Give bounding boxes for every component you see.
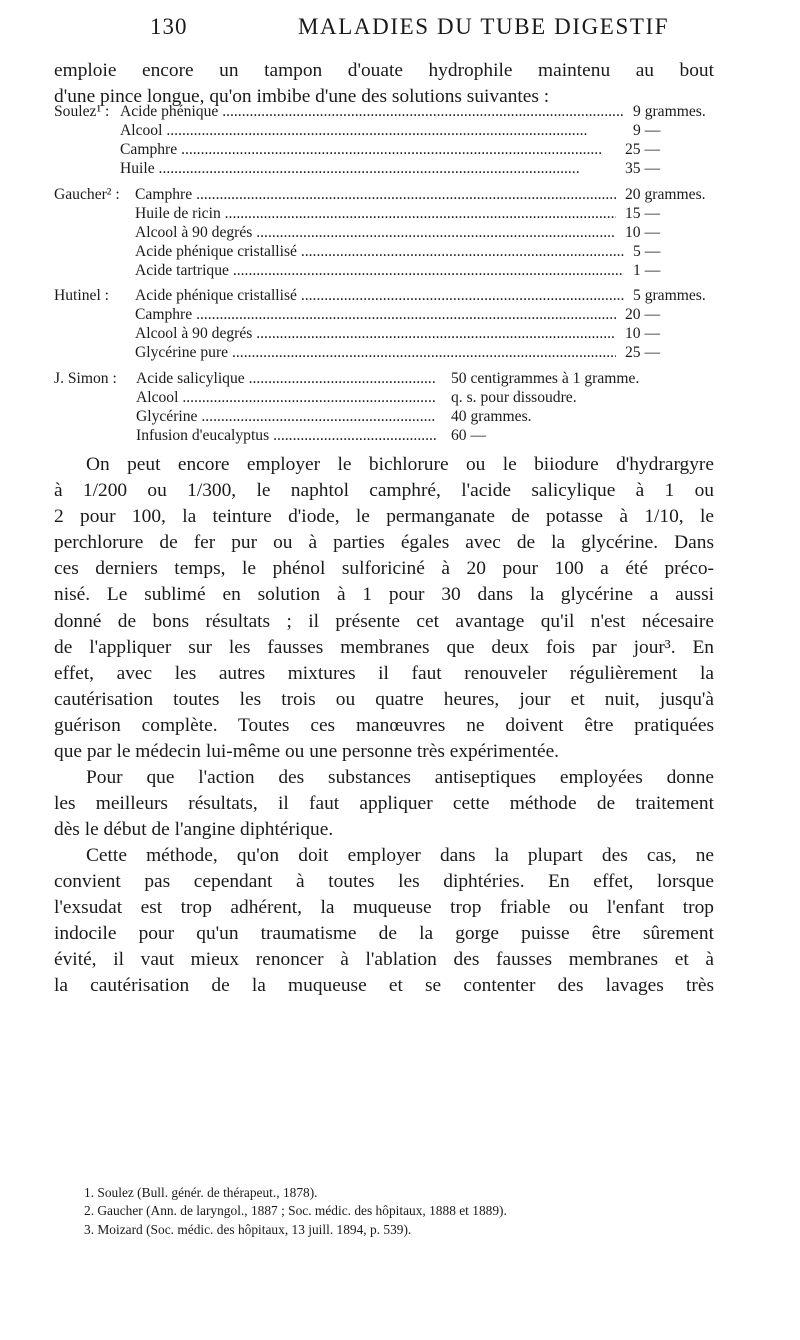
- running-title: MALADIES DU TUBE DIGESTIF: [298, 14, 670, 39]
- text-line: perchlorure de fer pur ou à parties égales avec de la glycérine. Dans: [54, 532, 714, 554]
- text-line: guérison complète. Toutes ces manœuvres ne doivent être pratiquées: [54, 714, 714, 736]
- footnotes: [84, 1184, 724, 1239]
- text-line: 2 pour 100, la teinture d'iode, le permanganate de potasse à 1/10, le: [54, 506, 714, 528]
- quantity: 9 —: [633, 122, 661, 139]
- ingredient: Acide salicylique .....: [136, 370, 436, 388]
- text-line: l'exsudat est trop adhérent, la muqueuse trop friable ou l'enfant trop: [54, 897, 714, 919]
- quantity: 25 —: [625, 344, 661, 361]
- page-header: [150, 14, 710, 44]
- text-line: à 1/200 ou 1/300, le naphtol camphré, l'acide salicylique à 1 ou: [54, 480, 714, 502]
- text-line: convient pas cependant à toutes les diphtéries. En effet, lorsque: [54, 871, 714, 893]
- ingredient: Glycérine pure .....: [135, 344, 616, 362]
- page-number: 130: [150, 14, 188, 39]
- quantity: 50 centigrammes à 1 gramme.: [451, 370, 640, 387]
- ingredient: Infusion d'eucalyptus .....: [136, 427, 436, 445]
- quantity: 60 —: [451, 427, 487, 444]
- quantity: 5 grammes.: [633, 287, 706, 304]
- ingredient: Huile de ricin .....: [135, 205, 616, 223]
- quantity: 10 —: [625, 325, 661, 342]
- text-line: nisé. Le sublimé en solution à 1 pour 30 dans la glycérine a aussi: [54, 584, 714, 606]
- text-line: donné de bons résultats ; il présente cet avantage qu'il n'est nécesaire: [54, 610, 714, 632]
- text-line: que par le médecin lui-même ou une personne très expérimentée.: [54, 741, 560, 763]
- text-line: la cautérisation de la muqueuse et se contenter des lavages très: [54, 975, 714, 997]
- text-line: évité, il vaut mieux renoncer à l'ablation des fausses membranes et à: [54, 949, 714, 971]
- ingredient: Acide tartrique .....: [135, 262, 624, 280]
- ingredient: Alcool .....: [120, 122, 624, 140]
- text-line: On peut encore employer le bichlorure ou le biiodure d'hydrargyre: [86, 454, 714, 475]
- text-line: Pour que l'action des substances antiseptiques employées donne: [86, 767, 714, 788]
- quantity: 35 —: [625, 160, 661, 177]
- ingredient: Acide phénique cristallisé .....: [135, 287, 624, 305]
- recipe-author: Gaucher² :: [54, 186, 120, 203]
- recipe-author: J. Simon :: [54, 370, 117, 387]
- body-paragraph-2: [54, 765, 714, 843]
- quantity: 15 —: [625, 205, 661, 222]
- ingredient: Camphre .....: [120, 141, 616, 159]
- quantity: 40 grammes.: [451, 408, 532, 425]
- body-paragraph-3: [54, 843, 714, 1000]
- quantity: 5 —: [633, 243, 661, 260]
- ingredient: Camphre .....: [135, 186, 616, 204]
- text-line: effet, avec les autres mixtures il faut renouveler régulièrement la: [54, 662, 714, 684]
- footnote: 3. Moizard (Soc. médic. des hôpitaux, 13 juill. 1894, p. 539).: [84, 1221, 412, 1237]
- ingredient: Camphre .....: [135, 306, 616, 324]
- ingredient: Alcool à 90 degrés .....: [135, 325, 616, 343]
- text-line: dès le début de l'angine diphtérique.: [54, 819, 334, 841]
- text-line: emploie encore un tampon d'ouate hydrophile maintenu au bout: [54, 60, 714, 81]
- quantity: 25 —: [625, 141, 661, 158]
- quantity: 20 grammes.: [625, 186, 706, 203]
- quantity: 10 —: [625, 224, 661, 241]
- text-line: les meilleurs résultats, il faut appliquer cette méthode de traitement: [54, 793, 714, 815]
- ingredient: Alcool à 90 degrés .....: [135, 224, 616, 242]
- text-line: d'une pince longue, qu'on imbibe d'une des solutions suivantes :: [54, 86, 550, 108]
- quantity: q. s. pour dissoudre.: [451, 389, 577, 406]
- ingredient: Alcool .....: [136, 389, 436, 407]
- quantity: 20 —: [625, 306, 661, 323]
- footnote: 2. Gaucher (Ann. de laryngol., 1887 ; Soc. médic. des hôpitaux, 1888 et 1889).: [84, 1203, 507, 1219]
- ingredient: Glycérine .....: [136, 408, 436, 426]
- ingredient: Huile .....: [120, 160, 616, 178]
- text-line: cautérisation toutes les trois ou quatre heures, jour et nuit, jusqu'à: [54, 688, 714, 710]
- recipe-author: Soulez¹ :: [54, 103, 110, 120]
- body-paragraph-1: [54, 452, 714, 765]
- text-line: indocile pour qu'un traumatisme de la gorge puisse être sûrement: [54, 923, 714, 945]
- ingredient: Acide phénique cristallisé .....: [135, 243, 624, 261]
- text-line: Cette méthode, qu'on doit employer dans la plupart des cas, ne: [86, 845, 714, 866]
- quantity: 9 grammes.: [633, 103, 706, 120]
- footnote: 1. Soulez (Bull. génér. de thérapeut., 1878).: [84, 1185, 318, 1200]
- text-line: ces derniers temps, le phénol sulforiciné à 20 pour 100 a été préco-: [54, 558, 714, 580]
- recipe-author: Hutinel :: [54, 287, 110, 304]
- ingredient: Acide phénique .....: [120, 103, 624, 121]
- text-line: de l'appliquer sur les fausses membranes que deux fois par jour³. En: [54, 636, 714, 658]
- quantity: 1 —: [633, 262, 661, 279]
